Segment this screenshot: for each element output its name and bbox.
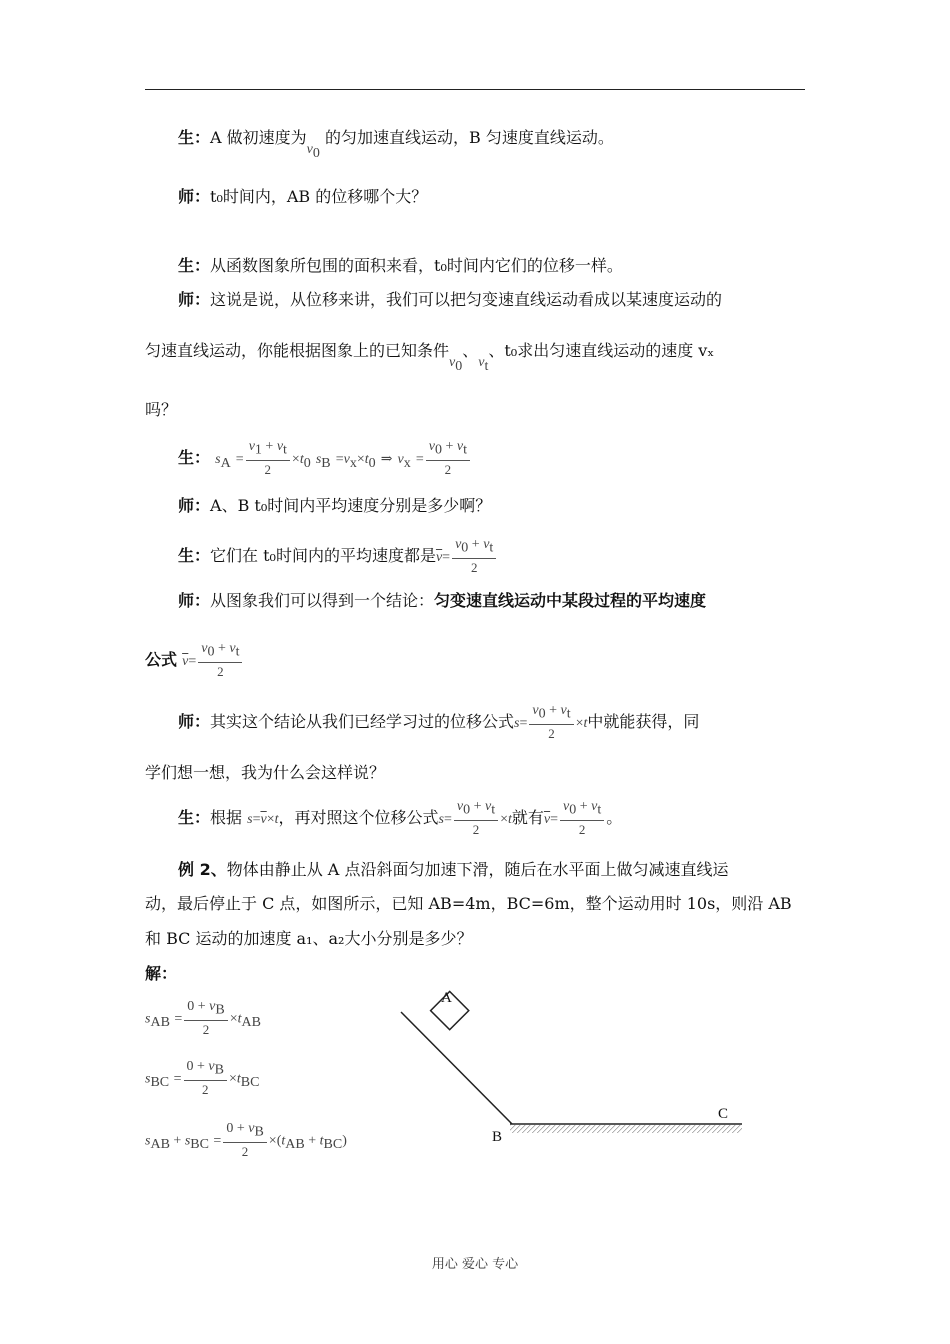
equation-bc: $s_{BC}$ = $\frac{0 + v_B}{2}$ $\times t_{BC}$	[145, 1059, 260, 1097]
ground-hatching	[510, 1125, 742, 1133]
dialogue-line-4: 师：这说是说，从位移来讲，我们可以把匀变速直线运动看成以某速度运动的	[178, 290, 723, 309]
speaker-label: 生：	[178, 128, 211, 147]
dialogue-line-1: 生：A 做初速度为$v_0$ 的匀加速直线运动，B 匀速度直线运动。	[178, 128, 614, 162]
dialogue-line-10: 师：从图象我们可以得到一个结论：匀变速直线运动中某段过程的平均速度	[178, 591, 707, 610]
speaker-label: 生：	[178, 448, 211, 467]
speaker-label: 师：	[178, 290, 211, 309]
fraction: $\frac{v_0 + v_t}{2}$	[529, 702, 573, 743]
fraction: $\frac{v_0 + v_t}{2}$	[560, 798, 604, 839]
fraction: $\frac{v_0 + v_t}{2}$	[426, 438, 470, 479]
dialogue-line-5: 匀速直线运动，你能根据图象上的已知条件$v_0$、$v_t$、t₀求出匀速直线运动的速度 vₓ	[145, 341, 715, 375]
solution-label: 解：	[145, 964, 178, 983]
label-b: B	[492, 1129, 503, 1145]
dialogue-line-8: 师：A、B t₀时间内平均速度分别是多少啊？	[178, 496, 492, 515]
speaker-label: 师：	[178, 712, 211, 731]
label-c: C	[718, 1106, 729, 1122]
fraction: $\frac{0 + v_B}{2}$	[184, 998, 227, 1039]
equation-total: $s_{AB} + s_{BC}$ = $\frac{0 + v_B}{2}$ $\times(t_{AB} + t_{BC})$	[145, 1121, 347, 1159]
dialogue-line-7: 生： $s_A$ = $\frac{v_1 + v_t}{2}$ $\times t_0$ $s_B =v_x\times t_0$ ⇒ $v_x$ = $\frac{v_0 + v_t}{2}$	[178, 438, 472, 484]
dialogue-line-14: 生：根据 $s=\overline{v}\times t$，再对照这个位移公式s= $\frac{v_0 + v_t}{2}$ ×t就有$\overline{v}=$ $\frac{v_0 + v_t}{2}$ 。	[178, 799, 623, 837]
fraction: $\frac{v_1 + v_t}{2}$	[246, 438, 290, 479]
incline-surface	[401, 1012, 512, 1124]
fraction: $\frac{v_0 + v_t}{2}$	[452, 536, 496, 577]
dialogue-line-3: 生：从函数图象所包围的面积来看，t₀时间内它们的位移一样。	[178, 256, 623, 275]
speaker-label: 师：	[178, 187, 211, 206]
dialogue-line-6: 吗？	[145, 400, 178, 419]
example-label: 例 2、	[178, 860, 227, 879]
fraction: $\frac{v_0 + v_t}{2}$	[198, 640, 242, 681]
example-line-2: 动，最后停止于 C 点，如图所示，已知 AB=4m，BC=6m，整个运动用时 10s，则沿 AB	[145, 894, 792, 913]
dialogue-line-2: 师：t₀时间内，AB 的位移哪个大？	[178, 187, 428, 206]
fraction: $\frac{0 + v_B}{2}$	[184, 1058, 227, 1099]
equation-ab: $s_{AB}$ = $\frac{0 + v_B}{2}$ $\times t_{AB}$	[145, 999, 261, 1037]
incline-figure	[395, 985, 755, 1155]
speaker-label: 师：	[178, 496, 211, 515]
dialogue-line-11: 公式 $\overline{v}=$ $\frac{v_0 + v_t}{2}$	[145, 640, 244, 682]
example-line-1: 例 2、物体由静止从 A 点沿斜面匀加速下滑，随后在水平面上做匀减速直线运	[178, 860, 729, 879]
speaker-label: 生：	[178, 256, 211, 275]
dialogue-line-12: 师：其实这个结论从我们已经学习过的位移公式s= $\frac{v_0 + v_t}{2}$ ×t中就能获得，同	[178, 703, 700, 741]
page-footer: 用心 爱心 专心	[431, 1257, 519, 1272]
example-line-3: 和 BC 运动的加速度 a₁、a₂大小分别是多少？	[145, 929, 473, 948]
speaker-label: 生：	[178, 808, 211, 827]
header-rule	[145, 89, 805, 90]
dialogue-line-13: 学们想一想，我为什么会这样说？	[145, 763, 386, 782]
fraction: $\frac{v_0 + v_t}{2}$	[454, 798, 498, 839]
dialogue-line-9: 生：它们在 t₀时间内的平均速度都是$\overline{v}=$ $\frac{v_0 + v_t}{2}$	[178, 536, 498, 578]
speaker-label: 师：	[178, 591, 211, 610]
fraction: $\frac{0 + v_B}{2}$	[223, 1120, 266, 1161]
label-a: A	[441, 990, 452, 1006]
speaker-label: 生：	[178, 546, 211, 565]
